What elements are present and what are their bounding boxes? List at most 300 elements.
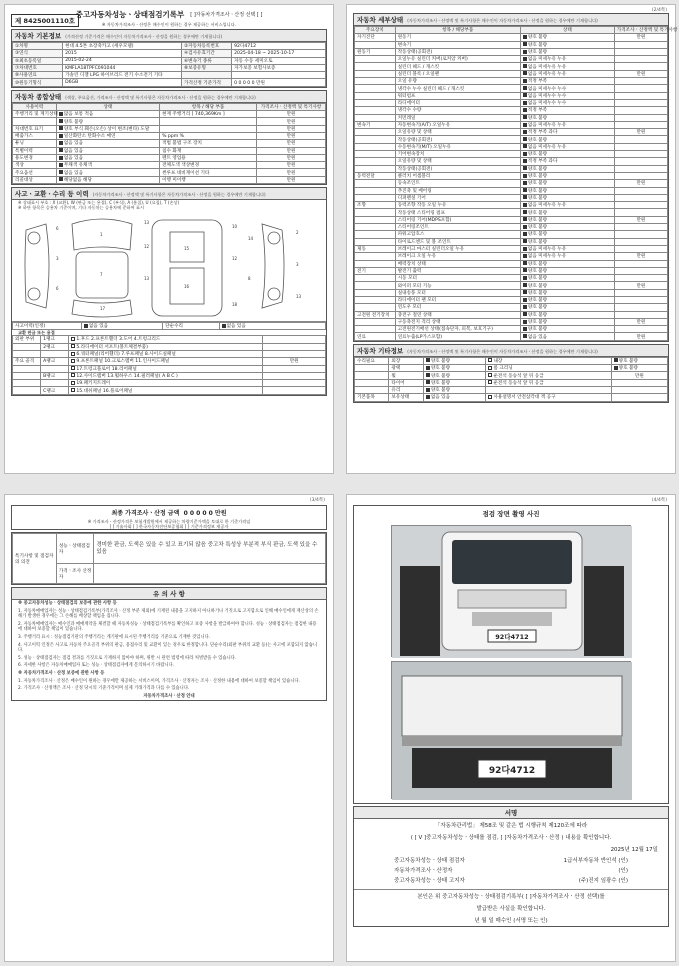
accident-legend: ※ 상태표시 부호 : X (교환), W (판금 또는 용접), C (부식), A (흠집), U (요철), T (손상) bbox=[18, 200, 180, 206]
parts-rank: 1랭크 bbox=[41, 336, 69, 343]
checkbox-icon[interactable] bbox=[426, 388, 430, 392]
detail-row bbox=[355, 63, 668, 70]
buyer-line: 년 월 일 매수인 (서명 또는 인) bbox=[474, 918, 548, 924]
status-cell: 12.사이드멤버 13.휠하우스 14.필러패널( A B C ) bbox=[69, 372, 263, 379]
detail-group bbox=[355, 326, 396, 333]
parts-rank bbox=[41, 380, 69, 387]
detail-item: 작동상태(공회전) bbox=[395, 165, 520, 172]
status-cell: 양호 불량 bbox=[56, 118, 159, 125]
status-cell: 양호 불량 bbox=[423, 357, 486, 364]
checkbox-icon[interactable] bbox=[59, 119, 63, 123]
status-cell: 양호 불량 bbox=[520, 238, 614, 245]
checkbox-icon[interactable] bbox=[523, 130, 527, 134]
detail-col: 상태 bbox=[520, 27, 614, 34]
detail-group: 고전원 전기장치 bbox=[355, 311, 396, 318]
checkbox-icon[interactable] bbox=[426, 395, 430, 399]
doc-title-row bbox=[5, 5, 333, 22]
detail-item: 라디에이터 bbox=[395, 99, 520, 106]
detail-item: 작동상태(공회전) bbox=[395, 48, 520, 55]
overall-header: 자동차 종합상태 (색상, 주요옵션, 가격조사ㆍ산정액 및 특기사항은 자동차가격조사ㆍ산정을 원하는 경우에만 기재합니다) bbox=[12, 91, 326, 103]
overall-key: 배출가스 bbox=[13, 132, 57, 139]
status-cell: 없음 미세누유 누유 bbox=[520, 202, 614, 209]
overall-price: 만원 bbox=[257, 162, 326, 169]
status-cell: 양호 불량 bbox=[520, 231, 614, 238]
accident-label: 사고이력(인정) bbox=[13, 323, 82, 330]
basic-l1: ⑤최초등록일 bbox=[13, 57, 63, 64]
detail-group bbox=[355, 231, 396, 238]
checkbox-icon[interactable] bbox=[71, 388, 75, 392]
basic-row bbox=[13, 72, 326, 79]
other-extra: 양호 불량 bbox=[611, 365, 667, 372]
checkbox-icon[interactable] bbox=[614, 358, 618, 362]
status-cell: 양호 불량 bbox=[520, 165, 614, 172]
checkbox-icon[interactable] bbox=[523, 79, 527, 83]
status-cell: 양호 불량 bbox=[423, 372, 486, 379]
basic-v1: 가솔린 디젤 LPG 하이브리드 전기 수소전기 기타 bbox=[63, 72, 182, 79]
detail-price bbox=[614, 114, 667, 121]
status-cell: 양호 불량 bbox=[520, 209, 614, 216]
overall-key: 주행거리 및 계기상태 bbox=[13, 111, 57, 118]
detail-row bbox=[355, 282, 668, 289]
svg-text:17: 17 bbox=[100, 306, 106, 312]
checkbox-icon[interactable] bbox=[523, 210, 527, 214]
parts-rank: B랭크 bbox=[41, 372, 69, 379]
detail-group: 원동기 bbox=[355, 48, 396, 55]
status-cell bbox=[486, 386, 611, 393]
status-cell: 양호 불량 bbox=[520, 114, 614, 121]
detail-row bbox=[355, 180, 668, 187]
detail-row bbox=[355, 34, 668, 41]
overall-price: 만원 bbox=[257, 111, 326, 118]
page-2 bbox=[346, 4, 676, 474]
detail-row bbox=[355, 224, 668, 231]
checkbox-icon[interactable] bbox=[523, 115, 527, 119]
status-cell: 9.프론트패널 10.크로스멤버 11.인사이드패널 bbox=[69, 358, 263, 365]
checkbox-icon[interactable] bbox=[71, 373, 75, 377]
status-cell: 양호 불량 bbox=[520, 260, 614, 267]
basic-row bbox=[13, 50, 326, 57]
checkbox-icon[interactable] bbox=[426, 358, 430, 362]
checkbox-icon[interactable] bbox=[523, 239, 527, 243]
detail-price: 만원 bbox=[614, 34, 667, 41]
simple-repair-choice: 없음 있음 bbox=[219, 323, 325, 330]
checkbox-icon[interactable] bbox=[523, 276, 527, 280]
checkbox-icon[interactable] bbox=[523, 123, 527, 127]
detail-row bbox=[355, 85, 668, 92]
detail-group bbox=[355, 275, 396, 282]
other-item: 타이어 bbox=[389, 379, 423, 386]
parts-price bbox=[263, 380, 326, 387]
detail-price bbox=[614, 63, 667, 70]
status-cell: 양호 불량 bbox=[520, 289, 614, 296]
checkbox-icon[interactable] bbox=[523, 327, 527, 331]
detail-item: 고전원전기배선 상태(접속단자, 피복, 보호기구) bbox=[395, 326, 520, 333]
status-cell: 없음 미세누유 누유 bbox=[520, 245, 614, 252]
checkbox-icon[interactable] bbox=[523, 108, 527, 112]
signer-row bbox=[354, 855, 668, 865]
status-cell: 17.트렁크플로어 18.리어패널 bbox=[69, 365, 263, 372]
other-extra: 양호 불량 bbox=[611, 357, 667, 364]
checkbox-icon[interactable] bbox=[59, 134, 63, 138]
checkbox-icon[interactable] bbox=[523, 320, 527, 324]
page-3 bbox=[4, 494, 334, 962]
status-cell: 19.패키지트레이 bbox=[69, 380, 263, 387]
svg-text:10: 10 bbox=[232, 224, 238, 230]
detail-row bbox=[355, 194, 668, 201]
overall-table bbox=[12, 103, 326, 184]
status-cell: 없음 미세누수 누수 bbox=[520, 92, 614, 99]
overall-detail bbox=[160, 125, 257, 132]
detail-item: 오일유량 및 상태 bbox=[395, 158, 520, 165]
checkbox-icon[interactable] bbox=[523, 305, 527, 309]
svg-text:12: 12 bbox=[232, 256, 238, 262]
inspector-opinion: 경미한 판금, 도색은 있을 수 있고 표기되 않음 중고차 특성상 부분적 부식 판금, 도색 있을 수 있음 bbox=[94, 534, 326, 564]
checkbox-icon[interactable] bbox=[523, 71, 527, 75]
checkbox-icon[interactable] bbox=[488, 395, 492, 399]
law-line-2: ( [ V ]중고자동차성능ㆍ상태를 점검, [ ]자동차가격조사ㆍ산정 ) 내용을 확인합니다. bbox=[410, 835, 612, 841]
detail-item: 윈도우 모터 bbox=[395, 304, 520, 311]
overall-key bbox=[13, 118, 57, 125]
status-cell: 양호 불량 bbox=[520, 180, 614, 187]
status-cell: 양호 불량 bbox=[520, 172, 614, 179]
status-cell: 없음 미세누유 누유 bbox=[520, 63, 614, 70]
checkbox-icon[interactable] bbox=[222, 324, 226, 328]
status-cell: 없음 있음 bbox=[56, 169, 159, 176]
other-item: 휠 bbox=[389, 372, 423, 379]
detail-price bbox=[614, 224, 667, 231]
basic-l2: ②자동차등록번호 bbox=[182, 43, 232, 50]
detail-col: 가격조사ㆍ산정액 및 특기사항 bbox=[614, 27, 667, 34]
parts-row bbox=[13, 343, 326, 350]
overall-row bbox=[13, 111, 326, 118]
overall-key: 색상 bbox=[13, 162, 57, 169]
detail-group bbox=[355, 209, 396, 216]
checkbox-icon[interactable] bbox=[523, 137, 527, 141]
detail-price: 만원 bbox=[614, 216, 667, 223]
detail-item: 배력장치 상태 bbox=[395, 260, 520, 267]
detail-item: 추진축 및 베어링 bbox=[395, 187, 520, 194]
checkbox-icon[interactable] bbox=[523, 159, 527, 163]
overall-row bbox=[13, 132, 326, 139]
status-cell: 양호 불량 bbox=[520, 48, 614, 55]
detail-item: 오일유량 및 상태 bbox=[395, 129, 520, 136]
basic-row bbox=[13, 79, 326, 86]
detail-group bbox=[355, 136, 396, 143]
detail-item: 라디에이터 팬 모터 bbox=[395, 296, 520, 303]
signer-name[interactable]: 1급서부자동차 반인석 (인) bbox=[563, 858, 628, 864]
detail-row bbox=[355, 92, 668, 99]
detail-row bbox=[355, 107, 668, 114]
checkbox-icon[interactable] bbox=[523, 283, 527, 287]
detail-item: 오일누유 실린더 커버(로커암 커버) bbox=[395, 56, 520, 63]
final-price-section bbox=[11, 505, 327, 530]
checkbox-icon[interactable] bbox=[523, 57, 527, 61]
detail-group bbox=[355, 92, 396, 99]
detail-row bbox=[355, 245, 668, 252]
notice2-title: ※ 자동차가격조사ㆍ산정 보증에 관한 사항 등 bbox=[18, 670, 105, 676]
detail-item: 구동축전지 격리 상태 bbox=[395, 318, 520, 325]
status-cell: 사용설명서 안전삼각대 잭 공구 bbox=[486, 394, 611, 401]
checkbox-icon[interactable] bbox=[523, 261, 527, 265]
detail-group bbox=[355, 282, 396, 289]
detail-item: 냉각수 수량 bbox=[395, 107, 520, 114]
checkbox-icon[interactable] bbox=[488, 358, 492, 362]
checkbox-icon[interactable] bbox=[523, 312, 527, 316]
detail-group bbox=[355, 318, 396, 325]
page-4 bbox=[346, 494, 676, 962]
status-cell: 없음 있음 bbox=[56, 140, 159, 147]
basic-v2: 92다4712 bbox=[232, 43, 326, 50]
detail-price bbox=[614, 267, 667, 274]
checkbox-icon[interactable] bbox=[523, 144, 527, 148]
detail-row bbox=[355, 253, 668, 260]
detail-item: 클러치 어셈블리 bbox=[395, 172, 520, 179]
checkbox-icon[interactable] bbox=[84, 324, 88, 328]
basic-v2: 자동 수동 세미오토 bbox=[232, 57, 326, 64]
checkbox-icon[interactable] bbox=[71, 359, 75, 363]
rear-photo bbox=[391, 661, 631, 799]
detail-price bbox=[614, 202, 667, 209]
overall-row bbox=[13, 162, 326, 169]
status-cell: 적정 부족 과다 bbox=[520, 158, 614, 165]
wheel-rr bbox=[268, 288, 280, 300]
checkbox-icon[interactable] bbox=[523, 268, 527, 272]
final-price-title: 최종 가격조사ㆍ산정 금액 0 0 0 0 0 만원 bbox=[111, 510, 227, 517]
checkbox-icon[interactable] bbox=[523, 232, 527, 236]
status-cell: 1.후드 2.프론트휀더 3.도어 4.트렁크리드 bbox=[69, 336, 263, 343]
overall-col: 상태 bbox=[56, 103, 159, 110]
detail-item: 스티어링조인트 bbox=[395, 224, 520, 231]
detail-price bbox=[614, 187, 667, 194]
detail-table bbox=[354, 26, 678, 341]
status-cell: 양호 불량 bbox=[520, 216, 614, 223]
photo-title: 점검 장면 촬영 사진 bbox=[482, 510, 540, 518]
checkbox-icon[interactable] bbox=[59, 163, 63, 167]
checkbox-icon[interactable] bbox=[71, 344, 75, 348]
signer-role: 자동차가격조사ㆍ산정자 bbox=[394, 868, 453, 874]
basic-v2: 자가보증 보험사보증 bbox=[232, 64, 326, 71]
overall-price: 만원 bbox=[257, 154, 326, 161]
other-group bbox=[355, 365, 389, 372]
detail-price bbox=[614, 92, 667, 99]
checkbox-icon[interactable] bbox=[59, 112, 63, 116]
detail-item: 브레이크 오일 누유 bbox=[395, 253, 520, 260]
detail-row bbox=[355, 172, 668, 179]
checkbox-icon[interactable] bbox=[426, 373, 430, 377]
parts-price bbox=[263, 343, 326, 350]
parts-price bbox=[263, 372, 326, 379]
other-row bbox=[355, 357, 668, 364]
detail-item: 냉각수 누수 실린더 헤드 / 개스킷 bbox=[395, 85, 520, 92]
checkbox-icon[interactable] bbox=[523, 93, 527, 97]
signer-name[interactable]: (주)진지 임광수 (인) bbox=[578, 878, 628, 884]
detail-group bbox=[355, 129, 396, 136]
checkbox-icon[interactable] bbox=[71, 352, 75, 356]
overall-row bbox=[13, 125, 326, 132]
detail-row bbox=[355, 158, 668, 165]
checkbox-icon[interactable] bbox=[71, 366, 75, 370]
basic-l2: 가격산정 기준가격 bbox=[182, 79, 232, 86]
checkbox-icon[interactable] bbox=[523, 188, 527, 192]
checkbox-icon[interactable] bbox=[523, 181, 527, 185]
parts-group: 주요 골격 bbox=[13, 358, 41, 365]
signer-name[interactable]: (인) bbox=[618, 868, 628, 874]
detail-group bbox=[355, 158, 396, 165]
overall-row bbox=[13, 176, 326, 183]
detail-item: 디퍼렌셜 기어 bbox=[395, 194, 520, 201]
wheel-fr bbox=[268, 232, 280, 244]
detail-row bbox=[355, 326, 668, 333]
status-cell: 양호 불량 bbox=[520, 282, 614, 289]
parts-group bbox=[13, 372, 41, 379]
status-cell: 없음 미세누수 누수 bbox=[520, 85, 614, 92]
detail-price bbox=[614, 209, 667, 216]
checkbox-icon[interactable] bbox=[59, 156, 63, 160]
detail-price bbox=[614, 304, 667, 311]
checkbox-icon[interactable] bbox=[59, 126, 63, 130]
checkbox-icon[interactable] bbox=[523, 225, 527, 229]
parts-row bbox=[13, 358, 326, 365]
detail-group bbox=[355, 180, 396, 187]
detail-row bbox=[355, 202, 668, 209]
detail-group bbox=[355, 41, 396, 48]
permit-number: 제 8425001110호 bbox=[11, 14, 79, 27]
checkbox-icon[interactable] bbox=[71, 337, 75, 341]
parts-price: 만원 bbox=[263, 358, 326, 365]
other-row bbox=[355, 365, 668, 372]
detail-item: 자동변속기(A/T) 오일누유 bbox=[395, 121, 520, 128]
footer-title: 자동차가격조사ㆍ산정 안내 bbox=[143, 693, 195, 699]
svg-text:18: 18 bbox=[232, 302, 238, 308]
detail-group: 자기진단 bbox=[355, 34, 396, 41]
checkbox-icon[interactable] bbox=[523, 247, 527, 251]
checkbox-icon[interactable] bbox=[523, 166, 527, 170]
checkbox-icon[interactable] bbox=[426, 380, 430, 384]
svg-text:6: 6 bbox=[56, 286, 59, 292]
special-section bbox=[11, 532, 327, 585]
other-extra bbox=[611, 394, 667, 401]
overall-price: 만원 bbox=[257, 176, 326, 183]
signer-row bbox=[354, 875, 668, 885]
basic-row bbox=[13, 57, 326, 64]
other-group: 수리필요 bbox=[355, 357, 389, 364]
parts-group: 외판 부위 bbox=[13, 336, 41, 343]
checkbox-icon[interactable] bbox=[59, 177, 63, 181]
checkbox-icon[interactable] bbox=[523, 152, 527, 156]
signers-list bbox=[354, 855, 668, 885]
basic-l1: ③연식 bbox=[13, 50, 63, 57]
checkbox-icon[interactable] bbox=[523, 203, 527, 207]
detail-section bbox=[353, 13, 678, 342]
status-cell: 적정 부족 bbox=[520, 78, 614, 85]
wheel-fl bbox=[28, 232, 40, 244]
warnings-section bbox=[11, 587, 327, 701]
status-cell: 운전석 동승석 앞 뒤 응급 bbox=[486, 379, 611, 386]
other-group bbox=[355, 379, 389, 386]
detail-row bbox=[355, 318, 668, 325]
detail-price bbox=[614, 143, 667, 150]
basic-v1: 2015-02-24 bbox=[63, 57, 182, 64]
detail-price bbox=[614, 275, 667, 282]
status-cell: 없음 미세누유 누유 bbox=[520, 70, 614, 77]
detail-group: 연료 bbox=[355, 333, 396, 340]
checkbox-icon[interactable] bbox=[614, 366, 618, 370]
basic-v1: D6GB bbox=[63, 79, 182, 86]
detail-row bbox=[355, 143, 668, 150]
status-cell: 양호 불량 bbox=[520, 311, 614, 318]
checkbox-icon[interactable] bbox=[523, 42, 527, 46]
checkbox-icon[interactable] bbox=[523, 217, 527, 221]
checkbox-icon[interactable] bbox=[523, 86, 527, 90]
checkbox-icon[interactable] bbox=[523, 64, 527, 68]
checkbox-icon[interactable] bbox=[523, 254, 527, 258]
svg-text:15: 15 bbox=[184, 246, 190, 252]
detail-item: 동력조향 작동 오일 누유 bbox=[395, 202, 520, 209]
warnings-header: 유 의 사 항 bbox=[12, 588, 326, 600]
checkbox-icon[interactable] bbox=[523, 50, 527, 54]
overall-row bbox=[13, 147, 326, 154]
detail-group: 제동 bbox=[355, 245, 396, 252]
basic-v2 bbox=[232, 72, 326, 79]
checkbox-icon[interactable] bbox=[523, 195, 527, 199]
detail-item: 발전기 출력 bbox=[395, 267, 520, 274]
simple-repair-label: 단순수리 bbox=[163, 323, 219, 330]
checkbox-icon[interactable] bbox=[523, 101, 527, 105]
status-cell: 내장 bbox=[486, 357, 611, 364]
overall-detail: % ppm % bbox=[160, 132, 257, 139]
receipt-line: 본인은 위 중고자동차성능ㆍ상태점검기록부( [ ]자동차가격조사ㆍ산정 선택)를 bbox=[417, 894, 605, 900]
other-item: 보유상태 bbox=[389, 394, 423, 401]
checkbox-icon[interactable] bbox=[488, 373, 492, 377]
parts-price bbox=[263, 387, 326, 394]
checkbox-icon[interactable] bbox=[426, 366, 430, 370]
detail-col: 항목 / 해당부품 bbox=[395, 27, 520, 34]
detail-price bbox=[614, 260, 667, 267]
detail-price bbox=[614, 165, 667, 172]
overall-col: 가격조사ㆍ산정액 및 특기사항 bbox=[257, 103, 326, 110]
basic-l1: ⑦차대번호 bbox=[13, 64, 63, 71]
checkbox-icon[interactable] bbox=[59, 148, 63, 152]
checkbox-icon[interactable] bbox=[523, 290, 527, 294]
detail-row bbox=[355, 136, 668, 143]
parts-price bbox=[263, 365, 326, 372]
detail-item: 와이퍼 모터 기능 bbox=[395, 282, 520, 289]
checkbox-icon[interactable] bbox=[488, 366, 492, 370]
status-cell: 없음 미세누유 누유 bbox=[520, 253, 614, 260]
checkbox-icon[interactable] bbox=[523, 334, 527, 338]
checkbox-icon[interactable] bbox=[488, 380, 492, 384]
final-note-1: ※ 가격조사ㆍ산정가격은 보험개발원에서 제공하는 차량기준가액을 토대로 한 기준가격임 bbox=[87, 519, 251, 524]
detail-row bbox=[355, 304, 668, 311]
pricer-label: 가격ㆍ조사 산정자 bbox=[56, 564, 94, 584]
overall-detail: 적법 불법 구조 장치 bbox=[160, 140, 257, 147]
checkbox-icon[interactable] bbox=[59, 170, 63, 174]
svg-text:2: 2 bbox=[296, 230, 299, 236]
detail-group: 조향 bbox=[355, 202, 396, 209]
checkbox-icon[interactable] bbox=[71, 381, 75, 385]
other-row bbox=[355, 386, 668, 393]
checkbox-icon[interactable] bbox=[59, 141, 63, 145]
page-number: (3/4쪽) bbox=[309, 498, 325, 503]
checkbox-icon[interactable] bbox=[523, 298, 527, 302]
notice-paragraph: 2. 자동차매매업자는 매수인과 매매계약을 체결할 때 자동차성능ㆍ상태점검기록부를 확인하고 보증 사항을 발급하여야 합니다. 성능ㆍ상태점검자는 점검한 내용에 대하여 보증할 책임이 있습니다. bbox=[18, 621, 317, 633]
checkbox-icon[interactable] bbox=[523, 35, 527, 39]
signature-section bbox=[353, 806, 669, 927]
detail-price bbox=[614, 99, 667, 106]
detail-price: 만원 bbox=[614, 70, 667, 77]
checkbox-icon[interactable] bbox=[523, 174, 527, 178]
basic-info-header: 자동차 기본정보 (가격산정 기준가격은 매수인이 자동차가격조사ㆍ산정을 원하는 경우에만 기재합니다) bbox=[12, 30, 326, 42]
